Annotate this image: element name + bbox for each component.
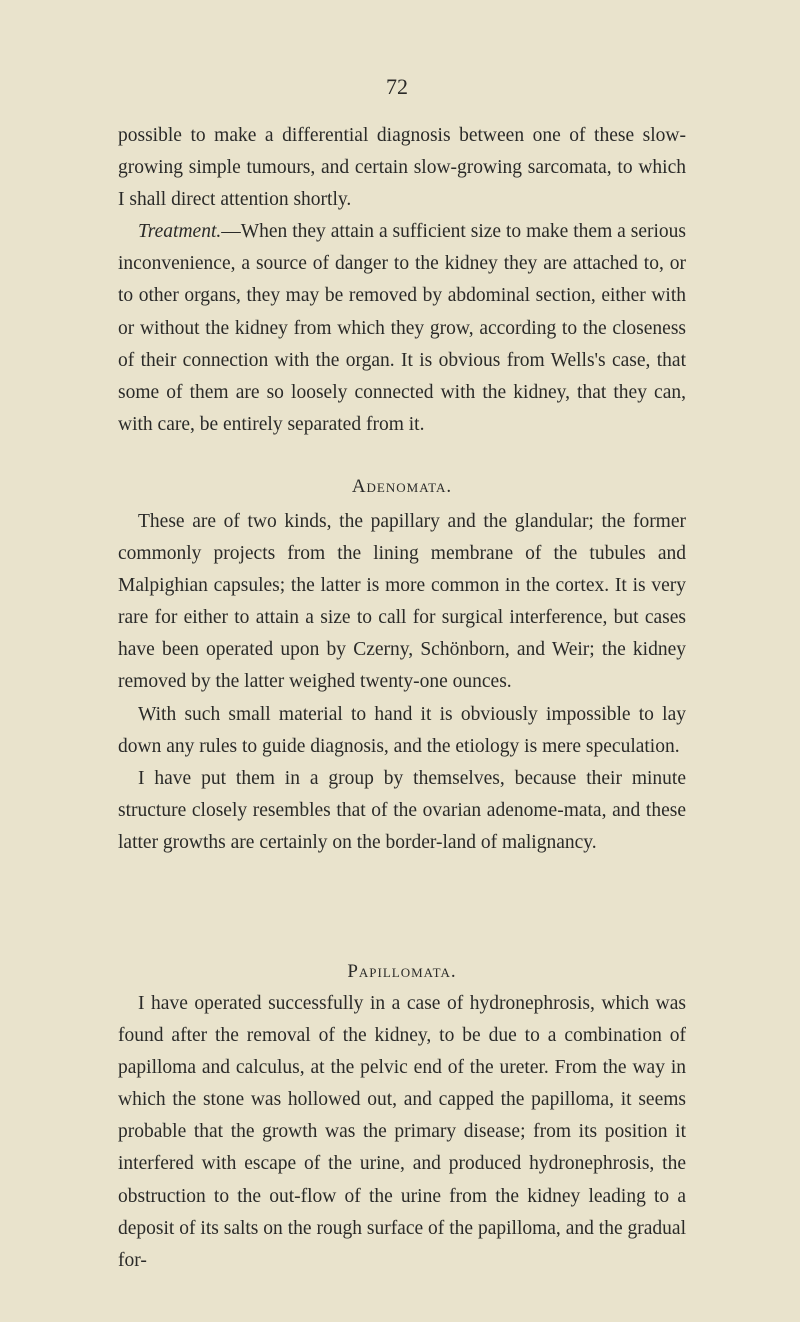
paragraph-1: possible to make a differential diagnosis between one of these slow-growing simple tumours, and certain slow-growing sarcomata, to which I shall direct attention shortly.	[118, 125, 686, 211]
paragraph-adenomata-diagnosis: With such small material to hand it is obviously impossible to lay down any rules to guide diagnosis, and the etiology is mere speculation.	[118, 703, 686, 757]
heading-papillomata: Papillomata.	[347, 961, 457, 982]
text-block-upper	[118, 120, 686, 441]
treatment-lead: Treatment.	[138, 221, 222, 243]
text-block-middle	[118, 506, 686, 859]
page-number: 72	[386, 74, 408, 99]
heading-adenomata: Adenomata.	[351, 476, 453, 497]
paragraph-adenomata-kinds: These are of two kinds, the papillary and the glandular; the former commonly projects from the lining membrane of the tubules and Malpighian capsules; the latter is more common in the cortex. It is very rare for either to attain a size to call for surgical interference, but cases have been operated upon by Czerny, Schönborn, and Weir; the kidney removed by the latter weighed twenty-one ounces.	[118, 511, 686, 693]
text-block-lower	[118, 988, 686, 1277]
treatment-body: —When they attain a sufficient size to make them a serious inconvenience, a source of danger to the kidney they are attached to, or to other organs, they may be removed by abdominal section, either with or without the kidney from which they grow, according to the closeness of their connection with the organ. It is obvious from Wells's case, that some of them are so loosely connected with the kidney, that they can, with care, be entirely separated from it.	[118, 221, 686, 435]
paragraph-treatment	[118, 216, 686, 441]
paragraph-papillomata-case: I have operated successfully in a case of hydronephrosis, which was found after the removal of the kidney, to be due to a combination of papilloma and calculus, at the pelvic end of the ureter. From the way in which the stone was hollowed out, and capped the papilloma, it seems probable that the growth was the primary disease; from its position it interfered with escape of the urine, and produced hydronephrosis, the obstruction to the out-flow of the urine from the kidney leading to a deposit of its salts on the rough surface of the papilloma, and the gradual for-	[118, 993, 686, 1271]
paragraph-adenomata-group: I have put them in a group by themselves, because their minute structure closely resembles that of the ovarian adenome-mata, and these latter growths are certainly on the border-land of malignancy.	[118, 767, 686, 853]
